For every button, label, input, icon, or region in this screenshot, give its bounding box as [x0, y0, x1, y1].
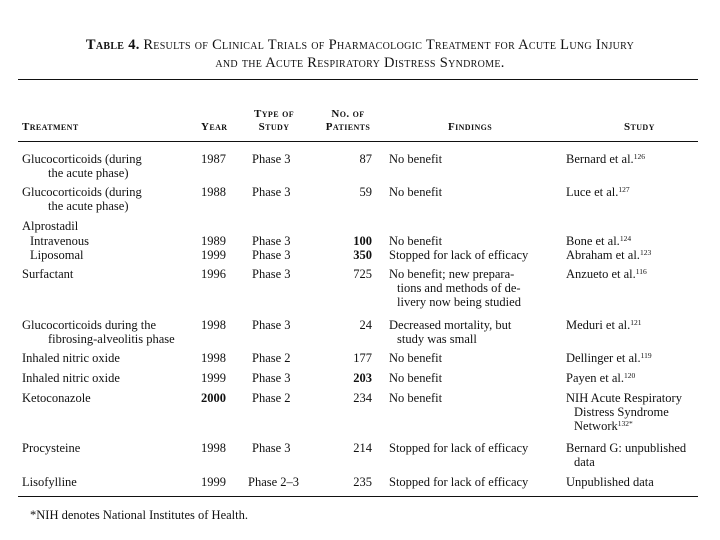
type-cell: Phase 3	[252, 185, 291, 199]
findings-cell: No benefit	[389, 351, 443, 365]
findings-cell: No benefit	[389, 185, 443, 199]
header-year: Year	[201, 121, 228, 133]
study-cell: Anzueto et al.$^{116}$	[566, 267, 647, 281]
findings-cell: No benefit	[389, 234, 443, 248]
findings-cell: No benefit; new prepara- tions and methods of de- livery now being studied	[389, 267, 521, 309]
treatment-group-label: Alprostadil	[22, 219, 79, 233]
study-cell: Luce et al.$^{127}$	[566, 185, 630, 199]
year-cell: 1999	[201, 475, 226, 489]
type-cell: Phase 3	[252, 248, 291, 262]
treatment-cell: Liposomal	[30, 248, 84, 262]
header-type-of-study: Type of Study	[254, 108, 294, 133]
findings-cell: No benefit	[389, 152, 443, 166]
patients-cell: 350	[353, 248, 372, 262]
header-treatment: Treatment	[22, 121, 79, 133]
study-cell: Bernard G: unpublished data	[566, 441, 687, 469]
year-cell: 1987	[201, 152, 226, 166]
treatment-cell: Lisofylline	[22, 475, 77, 489]
study-cell: Bernard et al.$^{126}$	[566, 152, 645, 166]
header-study: Study	[624, 121, 655, 133]
table-label: Table 4.	[85, 37, 140, 53]
patients-cell: 214	[353, 441, 372, 455]
type-cell: Phase 3	[252, 234, 291, 248]
treatment-cell: Glucocorticoids during the fibrosing-alveolitis phase	[22, 318, 175, 346]
type-cell: Phase 2	[252, 351, 291, 365]
table-title	[22, 36, 698, 72]
treatment-cell: Inhaled nitric oxide	[22, 351, 120, 365]
year-cell: 1999	[201, 371, 226, 385]
patients-cell: 235	[353, 475, 372, 489]
study-cell: Payen et al.$^{120}$	[566, 371, 636, 385]
patients-cell: 87	[359, 152, 372, 166]
year-cell: 1998	[201, 318, 226, 332]
title-line-1: Results of Clinical Trials of Pharmacologic Treatment for Acute Lung Injury	[143, 37, 635, 53]
header-rule	[18, 141, 698, 142]
type-cell: Phase 3	[252, 152, 291, 166]
footnote: *NIH denotes National Institutes of Health.	[30, 508, 249, 522]
study-cell: Abraham et al.$^{123}$	[566, 248, 652, 262]
patients-cell: 100	[353, 234, 372, 248]
year-cell: 2000	[201, 391, 226, 405]
findings-cell: Decreased mortality, but study was small	[389, 318, 512, 346]
findings-cell: No benefit	[389, 371, 443, 385]
patients-cell: 24	[359, 318, 372, 332]
treatment-cell: Procysteine	[22, 441, 81, 455]
header-findings: Findings	[448, 121, 493, 133]
type-cell: Phase 3	[252, 371, 291, 385]
treatment-cell: Glucocorticoids (during the acute phase)	[22, 152, 142, 180]
treatment-cell: Glucocorticoids (during the acute phase)	[22, 185, 142, 213]
study-cell: Meduri et al.$^{121}$	[566, 318, 642, 332]
treatment-cell: Ketoconazole	[22, 391, 91, 405]
title-line-2: and the Acute Respiratory Distress Syndrome.	[215, 55, 505, 71]
study-cell: Unpublished data	[566, 475, 654, 489]
type-cell: Phase 2	[252, 391, 291, 405]
type-cell: Phase 3	[252, 441, 291, 455]
patients-cell: 725	[353, 267, 372, 281]
header-patients: No. of Patients	[325, 108, 371, 133]
type-cell: Phase 3	[252, 267, 291, 281]
type-cell: Phase 3	[252, 318, 291, 332]
patients-cell: 203	[353, 371, 372, 385]
year-cell: 1988	[201, 185, 226, 199]
treatment-cell: Intravenous	[30, 234, 90, 248]
patients-cell: 177	[353, 351, 372, 365]
study-cell: Bone et al.$^{124}$	[566, 234, 632, 248]
bottom-rule	[18, 496, 698, 497]
findings-cell: Stopped for lack of efficacy	[389, 441, 529, 455]
study-cell: Dellinger et al.$^{119}$	[566, 351, 652, 365]
patients-cell: 234	[353, 391, 372, 405]
treatment-cell: Surfactant	[22, 267, 74, 281]
year-cell: 1989	[201, 234, 226, 248]
findings-cell: Stopped for lack of efficacy	[389, 475, 529, 489]
findings-cell: Stopped for lack of efficacy	[389, 248, 529, 262]
findings-cell: No benefit	[389, 391, 443, 405]
top-rule	[18, 79, 698, 80]
year-cell: 1999	[201, 248, 226, 262]
patients-cell: 59	[359, 185, 372, 199]
treatment-cell: Inhaled nitric oxide	[22, 371, 120, 385]
study-cell: NIH Acute Respiratory Distress Syndrome Network$^{132*}$	[566, 391, 682, 433]
year-cell: 1996	[201, 267, 226, 281]
type-cell: Phase 2–3	[248, 475, 300, 489]
year-cell: 1998	[201, 351, 226, 365]
year-cell: 1998	[201, 441, 226, 455]
